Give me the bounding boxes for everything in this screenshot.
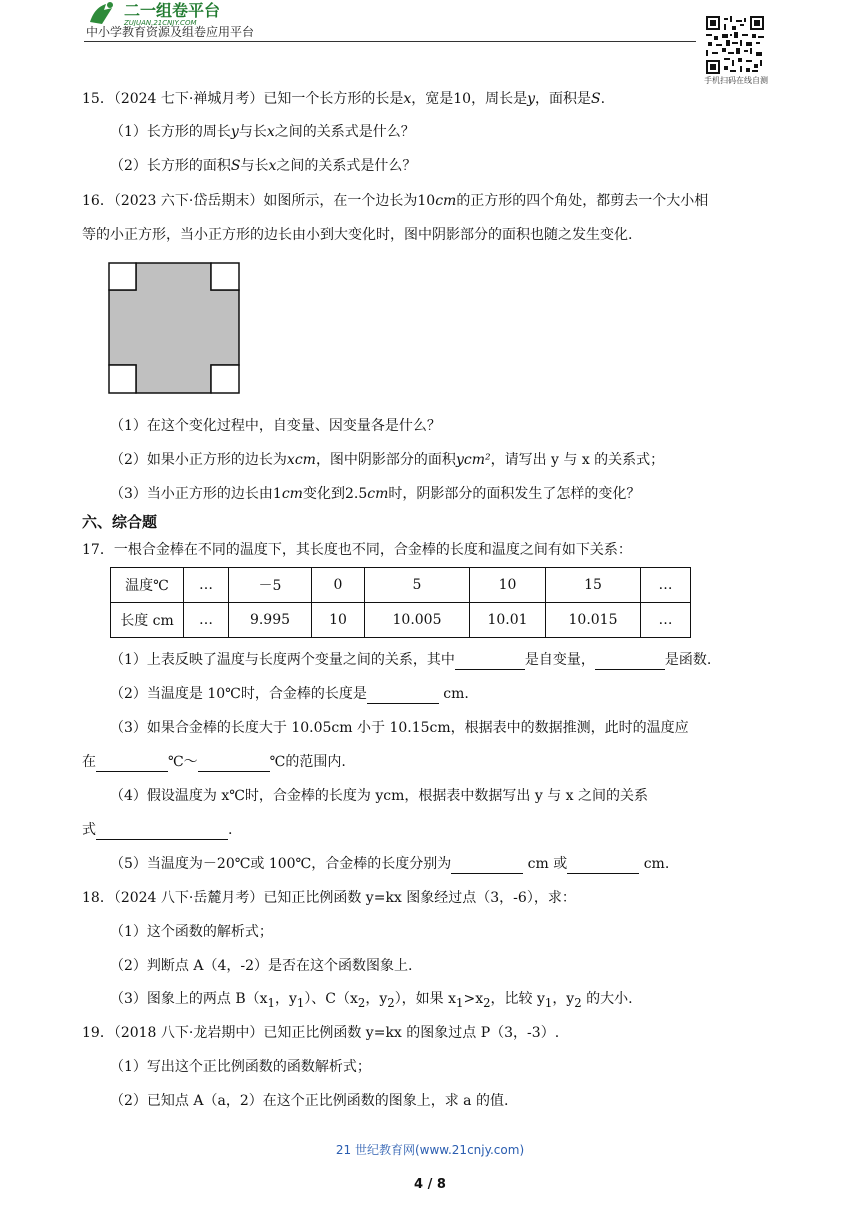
platform-logo — [84, 0, 274, 26]
q16-part-1: （1）在这个变化过程中，自变量、因变量各是什么？ — [110, 418, 441, 434]
q18-part-1: （1）这个函数的解析式； — [110, 924, 273, 940]
table-cell: 10 — [312, 603, 365, 638]
square-figure — [108, 262, 240, 394]
table-cell: … — [641, 568, 691, 603]
q18-source: （2024 八下·岳麓月考） — [113, 890, 264, 906]
q17-part-2: （2）当温度是 10℃时，合金棒的长度是 cm. — [110, 686, 469, 702]
q19-source: （2018 八下·龙岩期中） — [113, 1025, 264, 1041]
corner-square-br — [211, 365, 239, 393]
table-cell: 0 — [312, 568, 365, 603]
q18-number: 18． — [82, 890, 114, 906]
qr-label: 手机扫码在线自测 — [704, 76, 768, 85]
q15-number: 15． — [82, 91, 114, 107]
q16-stem: 16．（2023 六下·岱岳期末）如图所示，在一个边长为10cm的正方形的四个角处，都剪去一个大小相 — [82, 193, 709, 209]
q17-part-3-cont: 在 ℃～ ℃的范围内. — [82, 754, 346, 770]
q17-part-5: （5）当温度为－20℃或 100℃，合金棒的长度分别为 cm 或 cm. — [110, 856, 670, 872]
temperature-length-table — [110, 567, 691, 638]
table-cell: 10.01 — [470, 603, 546, 638]
qr-code-icon[interactable] — [706, 16, 764, 74]
q16-source: （2023 六下·岱岳期末） — [113, 193, 264, 209]
q17-part-1: （1）上表反映了温度与长度两个变量之间的关系，其中 是自变量， 是函数. — [110, 652, 712, 668]
table-cell: －5 — [229, 568, 312, 603]
table-cell: … — [184, 603, 229, 638]
header-divider — [84, 41, 696, 42]
q15-stem: 15．（2024 七下·禅城月考）已知一个长方形的长是x，宽是10，周长是y，面积是S. — [82, 91, 606, 107]
table-cell: 温度℃ — [111, 568, 184, 603]
answer-blank[interactable] — [451, 857, 523, 874]
corner-square-tr — [211, 263, 239, 290]
footer-site-link[interactable]: 21 世纪教育网(www.21cnjy.com) — [335, 1143, 525, 1157]
q16-part-3: （3）当小正方形的边长由1cm变化到2.5cm时，阴影部分的面积发生了怎样的变化？ — [110, 486, 641, 502]
table-cell: 10 — [470, 568, 546, 603]
q16-stem-line2: 等的小正方形，当小正方形的边长由小到大变化时，图中阴影部分的面积也随之发生变化. — [82, 227, 633, 243]
q18-part-3: （3）图象上的两点 $B(x_1$，$y_1$）、$C(x_2$，$y_2$），如果 $x_1>x_2$，比较 $y_1$，$y_2$ 的大小. — [110, 991, 633, 1010]
q15-part-1: （1）长方形的周长y与长x之间的关系式是什么？ — [110, 124, 415, 140]
section-heading: 六、综合题 — [82, 513, 158, 531]
q19-number: 19． — [82, 1025, 114, 1041]
table-row — [111, 568, 691, 603]
q15-source: （2024 七下·禅城月考） — [113, 91, 264, 107]
answer-blank[interactable] — [96, 755, 168, 772]
q17-part-3: （3）如果合金棒的长度大于 10.05cm 小于 10.15cm，根据表中的数据推测，此时的温度应 — [110, 720, 689, 736]
table-cell: 9.995 — [229, 603, 312, 638]
corner-square-tl — [109, 263, 136, 290]
q17-part-4: （4）假设温度为 x℃时，合金棒的长度为 ycm，根据表中数据写出 y 与 x 之间的关系 — [110, 788, 648, 804]
answer-blank[interactable] — [567, 857, 639, 874]
q17-number: 17． — [82, 542, 114, 558]
answer-blank[interactable] — [96, 823, 228, 840]
corner-square-bl — [109, 365, 136, 393]
q15-part-2: （2）长方形的面积S与长x之间的关系式是什么？ — [110, 158, 417, 174]
table-cell: 5 — [365, 568, 470, 603]
q17-stem: 17．一根合金棒在不同的温度下，其长度也不同，合金棒的长度和温度之间有如下关系： — [82, 542, 632, 558]
q19-stem: 19．（2018 八下·龙岩期中）已知正比例函数 y=kx 的图象过点 P（3，-3）. — [82, 1025, 560, 1041]
page-number: 4 / 8 — [414, 1177, 446, 1192]
q16-part-2: （2）如果小正方形的边长为xcm，图中阴影部分的面积ycm²，请写出 y 与 x 的关系式； — [110, 452, 665, 468]
answer-blank[interactable] — [198, 755, 270, 772]
table-cell: … — [184, 568, 229, 603]
answer-blank[interactable] — [455, 653, 525, 670]
table-cell: … — [641, 603, 691, 638]
q19-part-2: （2）已知点 A（a，2）在这个正比例函数的图象上，求 a 的值. — [110, 1093, 509, 1109]
header-subtitle: 中小学教育资源及组卷应用平台 — [86, 25, 255, 39]
q19-part-1: （1）写出这个正比例函数的函数解析式； — [110, 1059, 371, 1075]
logo-text: 二一组卷平台 — [124, 1, 221, 20]
q16-number: 16． — [82, 193, 114, 209]
table-cell: 长度 cm — [111, 603, 184, 638]
logo-url-text: ZUJUAN.21CNJY.COM — [124, 19, 197, 26]
table-cell: 10.015 — [546, 603, 641, 638]
q18-stem: 18．（2024 八下·岳麓月考）已知正比例函数 y=kx 图象经过点（3，-6），求： — [82, 890, 576, 906]
table-cell: 15 — [546, 568, 641, 603]
answer-blank[interactable] — [595, 653, 665, 670]
table-cell: 10.005 — [365, 603, 470, 638]
q17-part-4-cont: 式 . — [82, 822, 233, 838]
q18-part-2: （2）判断点 A（4，-2）是否在这个函数图象上. — [110, 958, 413, 974]
answer-blank[interactable] — [367, 687, 439, 704]
table-row — [111, 603, 691, 638]
